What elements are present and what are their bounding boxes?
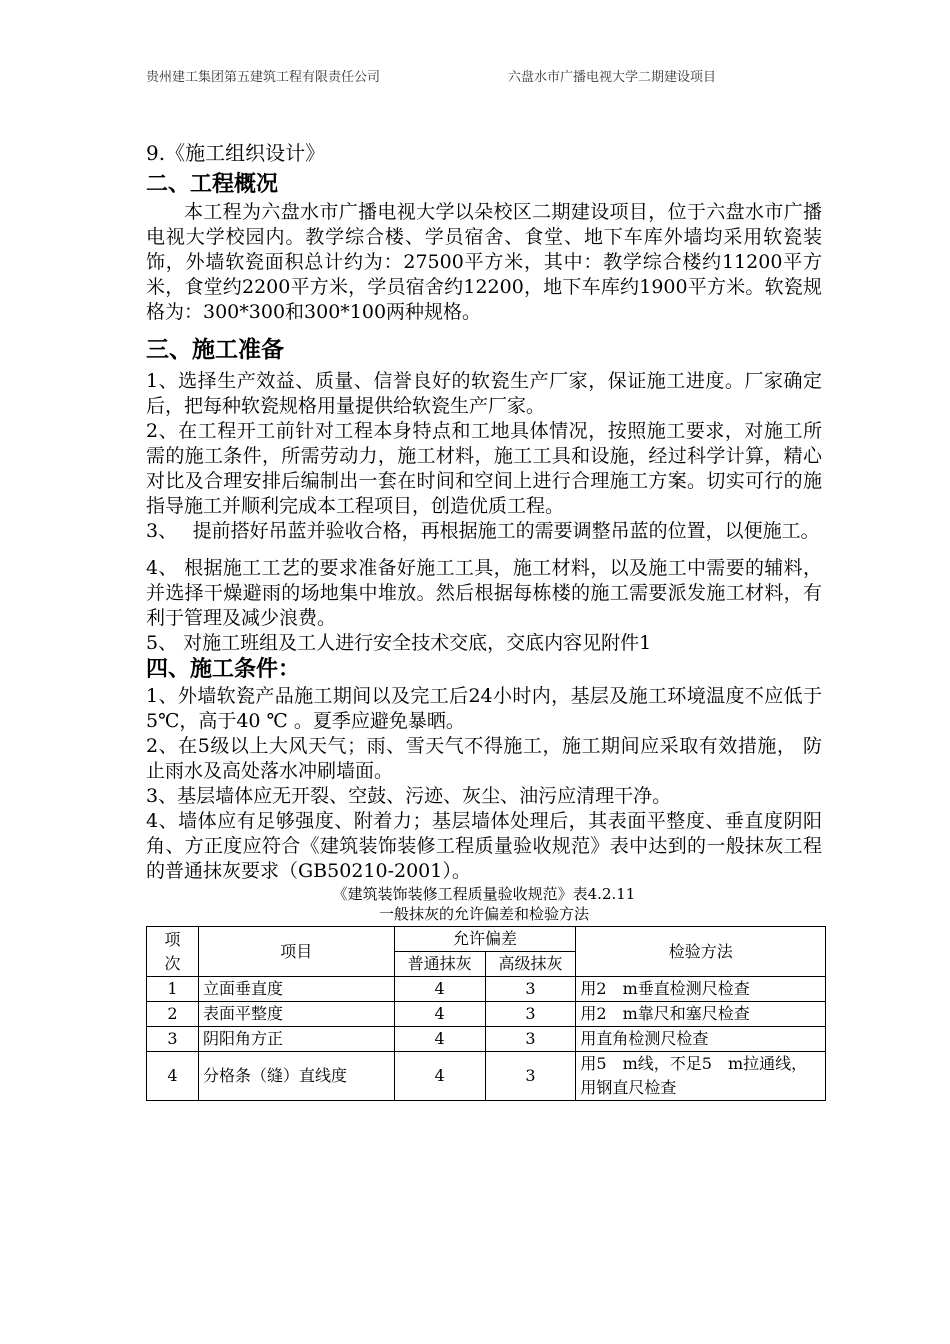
document-title: 9.《施工组织设计》 xyxy=(146,141,326,165)
row-advanced: 3 xyxy=(485,977,576,1002)
row-normal: 4 xyxy=(394,1052,485,1101)
row-no: 2 xyxy=(147,1002,199,1027)
row-advanced: 3 xyxy=(485,1052,576,1101)
header-tolerance: 允许偏差 xyxy=(394,927,576,952)
row-normal: 4 xyxy=(394,1002,485,1027)
section3-item-1: 1、选择生产效益、质量、信誉良好的软瓷生产厂家，保证施工进度。厂家确定后，把每种软瓷规格用量提供给软瓷生产厂家。 xyxy=(146,370,822,417)
row-method: 用2 m垂直检测尺检查 xyxy=(576,977,826,1002)
row-item: 立面垂直度 xyxy=(198,977,394,1002)
header-method: 检验方法 xyxy=(576,927,826,977)
section3-item-4: 4、 根据施工工艺的要求准备好施工工具，施工材料，以及施工中需要的辅料，并选择干燥避雨的场地集中堆放。然后根据每栋楼的施工需要派发施工材料，有利于管理及减少浪费。 xyxy=(146,557,822,629)
section4-item-3: 3、基层墙体应无开裂、空鼓、污迹、灰尘、油污应清理干净。 xyxy=(146,785,672,807)
header-item: 项目 xyxy=(198,927,394,977)
section3-item-5: 5、 对施工班组及工人进行安全技术交底，交底内容见附件1 xyxy=(146,632,652,654)
row-advanced: 3 xyxy=(485,1002,576,1027)
tolerance-table xyxy=(146,926,826,1101)
row-advanced: 3 xyxy=(485,1027,576,1052)
section4-heading: 四、施工条件： xyxy=(146,657,301,682)
row-no: 4 xyxy=(147,1052,199,1101)
section3-item-2: 2、在工程开工前针对工程本身特点和工地具体情况，按照施工要求，对施工所需的施工条件，所需劳动力，施工材料，施工工具和设施，经过科学计算，精心对比及合理安排后编制出一套在时间和空间上进行合理施工方案。切实可行的施指导施工并顺利完成本工程项目，创造优质工程。 xyxy=(146,420,822,517)
header-item-no: 项次 xyxy=(147,927,199,977)
section4-item-2: 2、在5级以上大风天气；雨、雪天气不得施工，施工期间应采取有效措施， 防止雨水及高处落水冲刷墙面。 xyxy=(146,735,822,782)
table-row xyxy=(147,1027,826,1052)
table-row xyxy=(147,977,826,1002)
section2-heading: 二、工程概况 xyxy=(146,172,279,197)
header-project: 六盘水市广播电视大学二期建设项目 xyxy=(508,70,717,85)
table-row xyxy=(147,1002,826,1027)
row-item: 分格条（缝）直线度 xyxy=(198,1052,394,1101)
row-normal: 4 xyxy=(394,1027,485,1052)
row-item: 阴阳角方正 xyxy=(198,1027,394,1052)
section4-item-4: 4、墙体应有足够强度、附着力；基层墙体处理后，其表面平整度、垂直度阴阳角、方正度应符合《建筑装饰装修工程质量验收规范》表中达到的一般抹灰工程的普通抹灰要求（GB50210-2001）。 xyxy=(146,810,822,882)
header-normal: 普通抹灰 xyxy=(394,952,485,977)
section2-paragraph: 本工程为六盘水市广播电视大学以朵校区二期建设项目，位于六盘水市广播电视大学校园内。教学综合楼、学员宿舍、食堂、地下车库外墙均采用软瓷装饰，外墙软瓷面积总计约为：27500平方米，其中：教学综合楼约11200平方米，食堂约2200平方米，学员宿舍约12200，地下车库约1900平方米。软瓷规格为：300*300和300*100两种规格。 xyxy=(146,201,822,323)
row-method: 用5 m线，不足5 m拉通线，用钢直尺检查 xyxy=(576,1052,826,1101)
table-header-row xyxy=(147,927,826,952)
section3-item-3: 3、 提前搭好吊蓝并验收合格，再根据施工的需要调整吊蓝的位置，以便施工。 xyxy=(146,520,820,542)
header-advanced: 高级抹灰 xyxy=(485,952,576,977)
row-item: 表面平整度 xyxy=(198,1002,394,1027)
section3-heading: 三、施工准备 xyxy=(146,337,284,363)
row-method: 用2 m靠尺和塞尺检查 xyxy=(576,1002,826,1027)
row-method: 用直角检测尺检查 xyxy=(576,1027,826,1052)
section4-item-1: 1、外墙软瓷产品施工期间以及完工后24小时内，基层及施工环境温度不应低于5℃，高于40 ℃ 。夏季应避免暴晒。 xyxy=(146,685,822,732)
row-no: 1 xyxy=(147,977,199,1002)
table-caption-title: 《建筑装饰装修工程质量验收规范》表4.2.11 xyxy=(332,885,636,903)
table-caption-subtitle: 一般抹灰的允许偏差和检验方法 xyxy=(378,905,589,923)
header-company: 贵州建工集团第五建筑工程有限责任公司 xyxy=(146,70,381,85)
table-row xyxy=(147,1052,826,1101)
row-no: 3 xyxy=(147,1027,199,1052)
row-normal: 4 xyxy=(394,977,485,1002)
document-body xyxy=(146,132,822,1101)
